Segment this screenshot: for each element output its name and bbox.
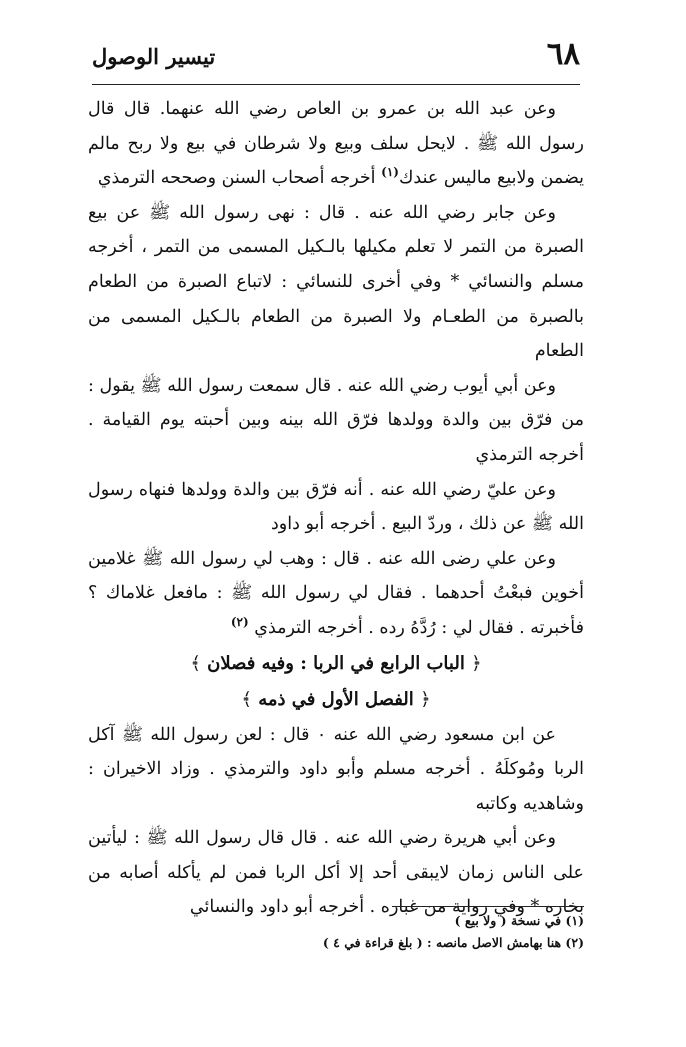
- paragraph-hadith-6: [88, 718, 584, 822]
- ornate-bracket-close: ﴾: [190, 652, 201, 674]
- text-line: بالـكيل المسمى من الطعام: [88, 306, 584, 362]
- running-title: تيسير الوصول: [92, 44, 216, 69]
- footnote-rule: [392, 906, 584, 907]
- text-line: عن ابن مسعود رضي الله عنه ٠ قال : لعن رسول الله ﷺ آكل الربا: [88, 724, 584, 780]
- text-line: من غباره . أخرجه أبو داود والنسائي: [189, 897, 447, 918]
- paragraph-hadith-1: [88, 92, 584, 196]
- text-line: التمر لا تعلم مكيلها بالـكيل المسمى من التمر ، أخرجه مسلم والنسائي * وفي أخرى: [88, 237, 584, 292]
- main-text: [88, 92, 584, 925]
- text-line: لايحل سلف وبيع ولا شرطان في بيع ولا ربح مالم يضمن ولابيع ماليس عندك: [88, 133, 584, 189]
- text-line: ومُوكلَهُ . أخرجه مسلم وأبو داود والترمذي . وزاد الاخيران : وشاهديه وكاتبه: [88, 759, 584, 814]
- page-header: [92, 38, 580, 82]
- text-line: وعن جابر رضي الله عنه . قال : نهى رسول الله ﷺ عن بيع الصبرة من: [88, 202, 584, 258]
- ornate-bracket-close: ﴾: [241, 688, 252, 710]
- section-heading: [88, 682, 584, 718]
- paragraph-hadith-5: [88, 542, 584, 646]
- ornate-bracket-open: ﴿: [471, 652, 482, 674]
- paragraph-hadith-2: [88, 196, 584, 369]
- footnote-ref-1: (١): [381, 165, 399, 180]
- text-line: وعن أبي هريرة رضي الله عنه . قال قال رسول الله ﷺ : ليأتين على: [88, 828, 584, 883]
- text-line: وعن علي رضى الله عنه . قال : وهب لي رسول الله ﷺ غلامين أخوين: [88, 548, 584, 604]
- paragraph-hadith-4: [88, 473, 584, 542]
- page-number: ٦٨: [546, 36, 580, 72]
- chapter-heading: [88, 646, 584, 682]
- paragraph-hadith-3: [88, 369, 584, 473]
- footnotes: [200, 910, 584, 954]
- text-line: فبعْتُ أحدهما . فقال لي رسول الله ﷺ : مافعل غلاماك ؟ فأخبرته . فقال لي :: [88, 583, 584, 638]
- chapter-heading-text: الباب الرابع في الربا : وفيه فصلان: [207, 652, 465, 674]
- footnote-ref-2: (٢): [230, 615, 249, 630]
- footnote-1: (١) في نسخة ( ولا بيع ): [454, 913, 584, 928]
- text-line: رُدَّهُ رده . أخرجه الترمذي: [254, 617, 436, 638]
- text-line: للنسائي : لاتباع الصبرة من الطعام بالصبرة من الطعـام ولا الصبرة من الطعام: [88, 271, 584, 327]
- text-line: وعن عليّ رضي الله عنه . أنه فرّق بين والدة وولدها فنهاه رسول الله ﷺ: [88, 479, 584, 535]
- text-line: الناس زمان لايبقى أحد إلا أكل الربا فمن لم يأكله أصابه من بخاره * وفي رواية: [88, 862, 584, 918]
- footnote-2: (٢) هنا بهامش الاصل مانصه : ( بلغ قراءة في ٤ ): [322, 935, 584, 950]
- ornate-bracket-open: ﴿: [420, 688, 431, 710]
- text-line: وعن عبد الله بن عمرو بن العاص رضي الله عنهما. قال قال رسول الله ﷺ .: [88, 99, 584, 154]
- header-rule: [92, 84, 580, 85]
- text-line: فرّق بين والدة وولدها فرّق الله بينه وبين أحبته يوم القيامة . أخرجه الترمذي: [88, 410, 584, 465]
- text-line: عن ذلك ، وردّ البيع . أخرجه أبو داود: [271, 514, 527, 535]
- text-line: وعن أبي أيوب رضي الله عنه . قال سمعت رسول الله ﷺ يقول : من: [88, 375, 584, 431]
- section-heading-text: الفصل الأول في ذمه: [258, 688, 414, 710]
- text-line: أخرجه أصحاب السنن وصححه الترمذي: [97, 168, 376, 189]
